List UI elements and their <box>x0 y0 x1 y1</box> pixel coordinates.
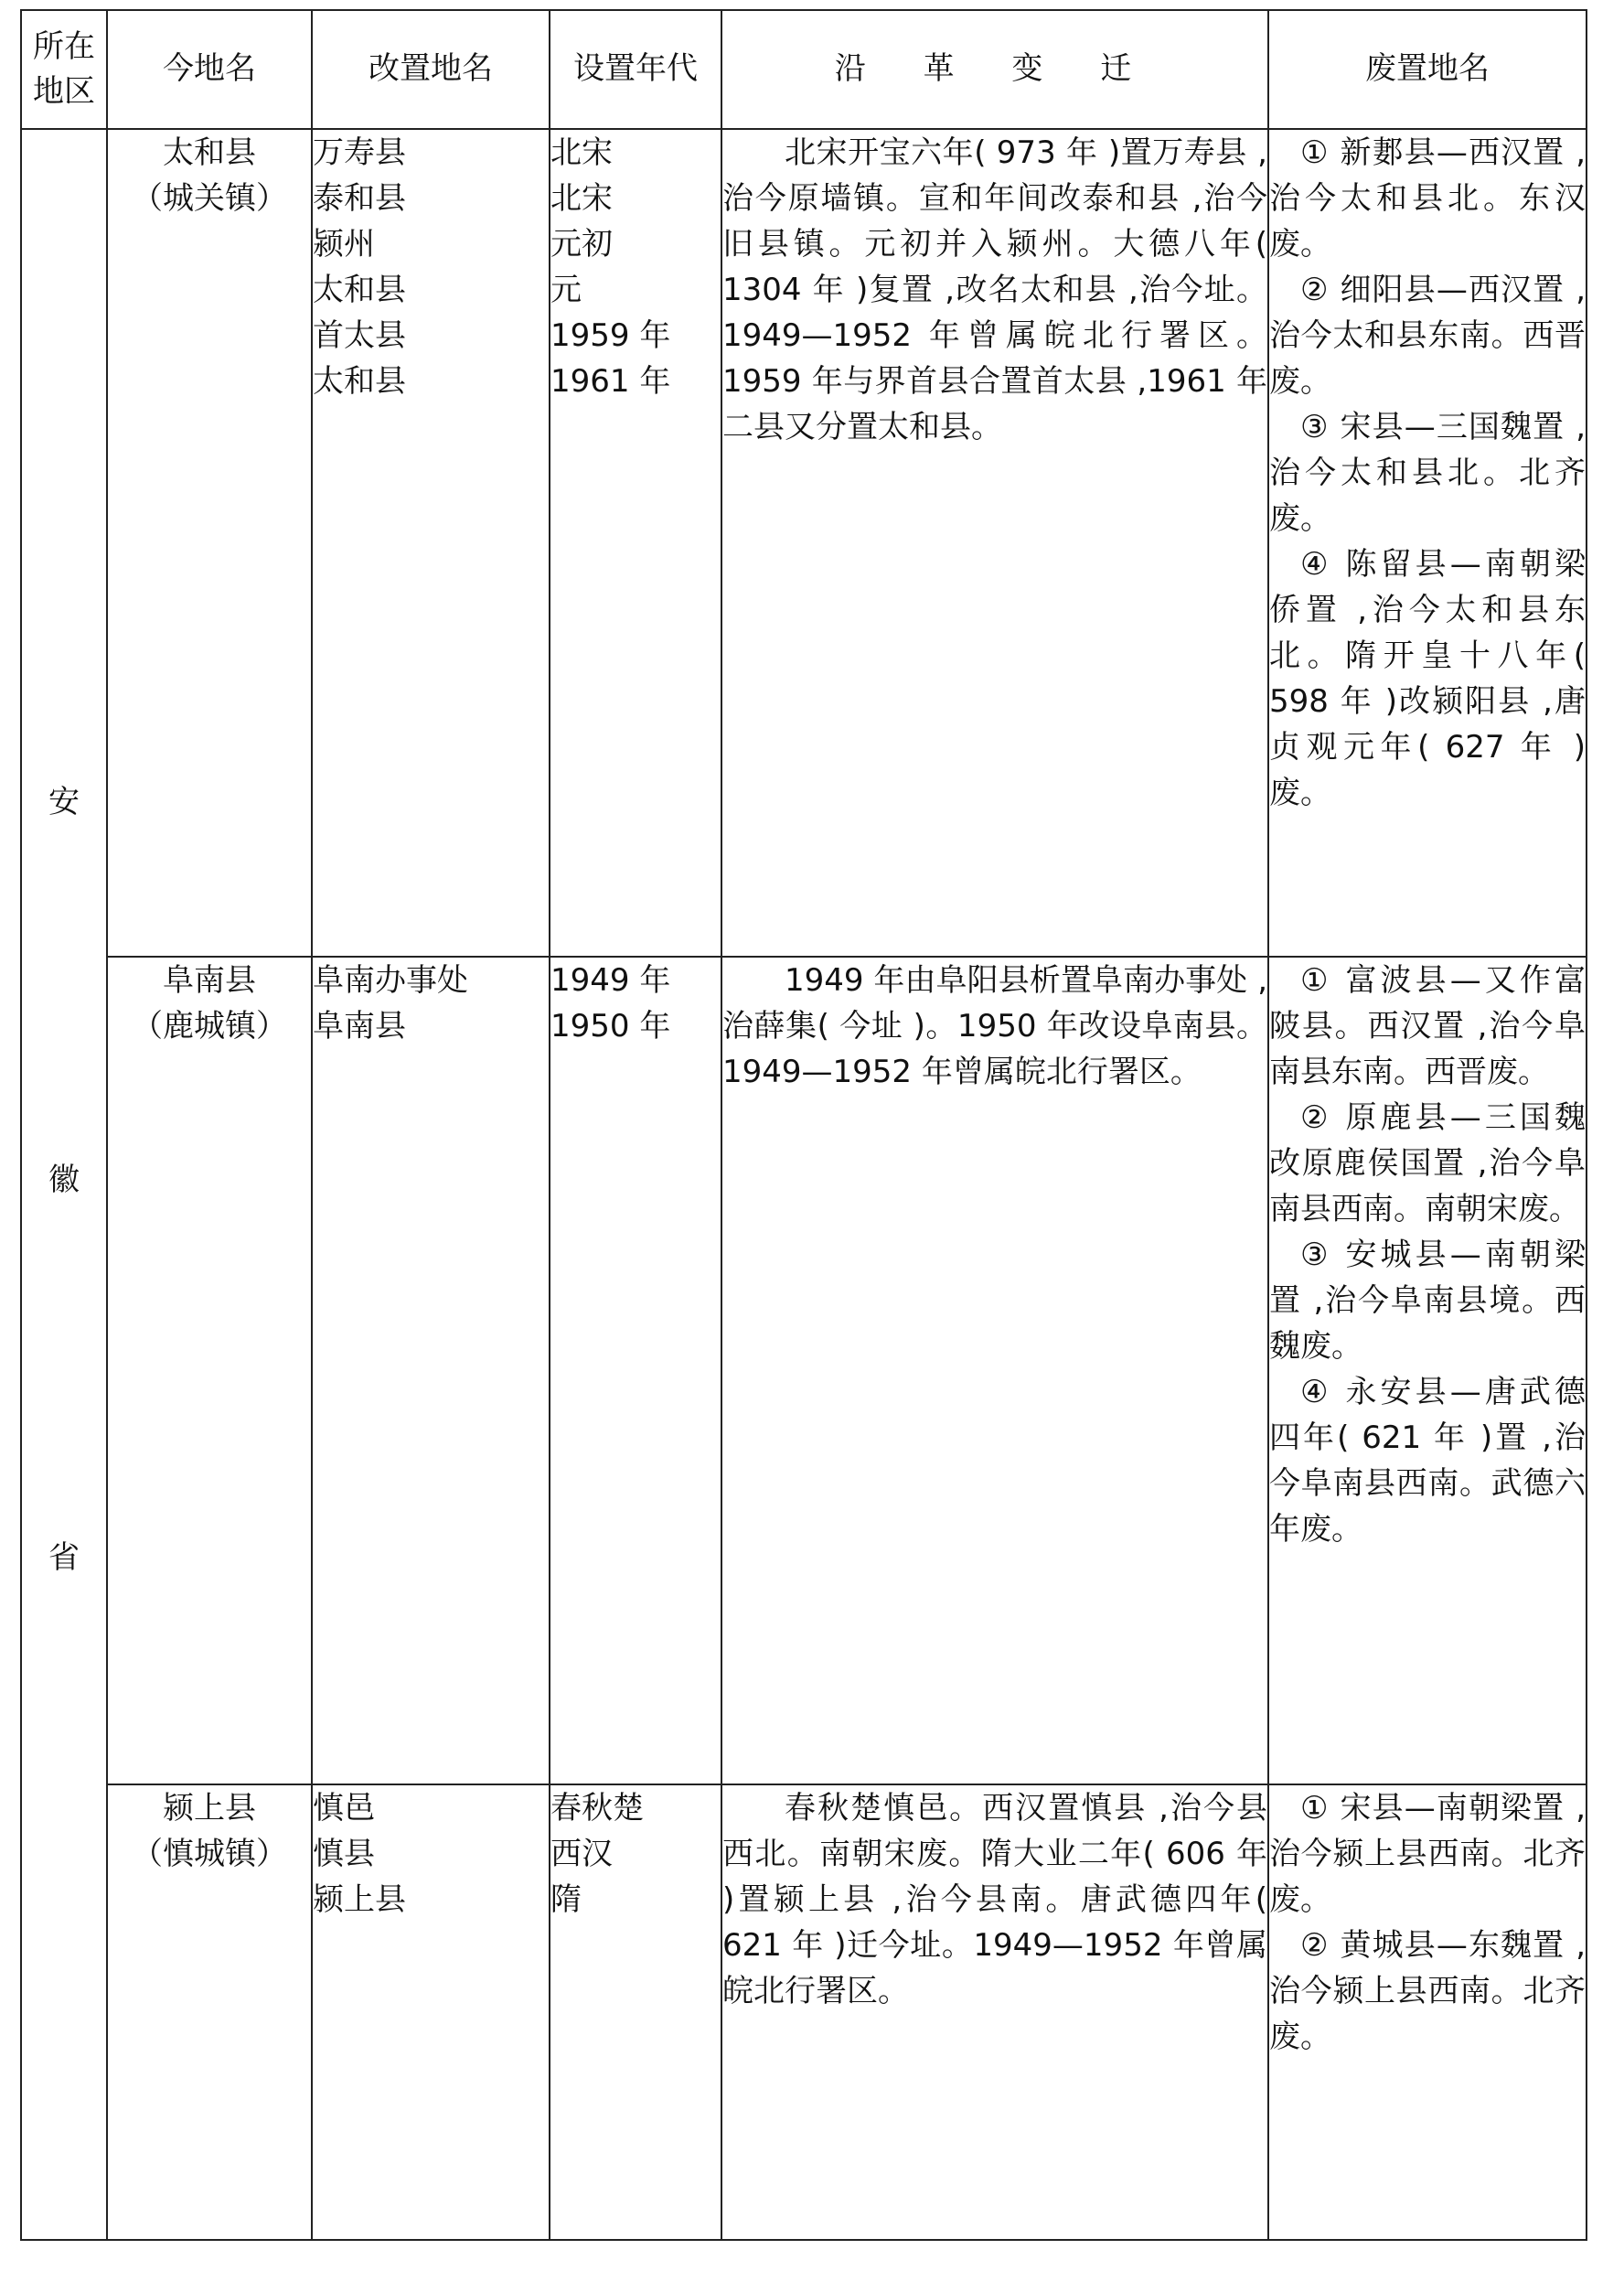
year-item: 元初 <box>550 226 613 262</box>
abolished-item: ④ 陈留县—南朝梁侨置 ,治今太和县东北。隋开皇十八年( 598 年 )改颍阳县 ,唐贞观元年( 627 年 )废。 <box>1269 546 1586 811</box>
year-item: 西汉 <box>550 1836 613 1872</box>
region-char: 省 <box>48 1539 80 1576</box>
abolished-item: ① 富波县—又作富陂县。西汉置 ,治今阜南县东南。西晋废。 <box>1269 962 1586 1090</box>
abolished-item: ① 新郪县—西汉置 ,治今太和县北。东汉废。 <box>1269 134 1586 262</box>
region-cell <box>21 129 107 2240</box>
year-item: 1959 年 <box>550 317 671 354</box>
header-region: 所在地区 <box>21 10 107 129</box>
header-row <box>21 10 1587 129</box>
renamed-cell <box>312 957 550 1784</box>
renamed-item: 颍上县 <box>313 1881 406 1918</box>
current-name: 阜南县 <box>163 962 256 999</box>
current-name: 颍上县 <box>163 1790 256 1826</box>
abolished-item: ① 宋县—南朝梁置 ,治今颍上县西南。北齐废。 <box>1269 1790 1586 1918</box>
abolished-cell <box>1268 957 1587 1784</box>
year-cell <box>550 129 721 957</box>
renamed-item: 太和县 <box>313 272 406 308</box>
year-item: 北宋 <box>550 180 613 217</box>
renamed-item: 首太县 <box>313 317 406 354</box>
renamed-item: 慎县 <box>313 1836 375 1872</box>
year-item: 隋 <box>550 1881 582 1918</box>
year-item: 北宋 <box>550 134 613 171</box>
gazetteer-page <box>20 9 1586 2241</box>
current-seat: （鹿城镇） <box>132 1008 287 1044</box>
table-row <box>21 957 1587 1784</box>
renamed-item: 慎邑 <box>313 1790 375 1826</box>
abolished-item: ② 细阳县—西汉置 ,治今太和县东南。西晋废。 <box>1269 272 1586 400</box>
place-name-table <box>20 9 1587 2241</box>
header-current-name: 今地名 <box>107 10 312 129</box>
year-cell <box>550 1784 721 2240</box>
header-renamed: 改置地名 <box>312 10 550 129</box>
renamed-item: 泰和县 <box>313 180 406 217</box>
year-item: 1950 年 <box>550 1008 671 1044</box>
region-char: 安 <box>48 784 80 820</box>
abolished-item: ④ 永安县—唐武德四年( 621 年 )置 ,治今阜南县西南。武德六年废。 <box>1269 1374 1586 1548</box>
abolished-item: ③ 宋县—三国魏置 ,治今太和县北。北齐废。 <box>1269 409 1586 537</box>
header-abolished: 废置地名 <box>1268 10 1587 129</box>
history-text: 北宋开宝六年( 973 年 )置万寿县 ,治今原墙镇。宣和年间改泰和县 ,治今旧县镇。元初并入颍州。大德八年( 1304 年 )复置 ,改名太和县 ,治今址。1949—1952 年曾属皖北行署区。1959 年与界首县合置首太县 ,1961 年二县又分置太和县。 <box>722 134 1267 445</box>
abolished-cell <box>1268 1784 1587 2240</box>
current-seat: （慎城镇） <box>132 1836 287 1872</box>
renamed-item: 阜南县 <box>313 1008 406 1044</box>
renamed-cell <box>312 1784 550 2240</box>
current-name-cell <box>107 957 312 1784</box>
history-text: 1949 年由阜阳县析置阜南办事处 ,治薛集( 今址 )。1950 年改设阜南县。1949—1952 年曾属皖北行署区。 <box>722 962 1267 1090</box>
year-item: 元 <box>550 272 582 308</box>
abolished-item: ② 原鹿县—三国魏改原鹿侯国置 ,治今阜南县西南。南朝宋废。 <box>1269 1099 1586 1227</box>
header-year: 设置年代 <box>550 10 721 129</box>
header-history: 沿 革 变 迁 <box>721 10 1268 129</box>
year-cell <box>550 957 721 1784</box>
current-name: 太和县 <box>163 134 256 171</box>
abolished-item: ② 黄城县—东魏置 ,治今颍上县西南。北齐废。 <box>1269 1927 1586 2055</box>
history-cell <box>721 129 1268 957</box>
table-row <box>21 1784 1587 2240</box>
year-item: 1961 年 <box>550 363 671 400</box>
renamed-item: 阜南办事处 <box>313 962 468 999</box>
current-name-cell <box>107 129 312 957</box>
abolished-cell <box>1268 129 1587 957</box>
current-seat: （城关镇） <box>132 180 287 217</box>
table-row <box>21 129 1587 957</box>
region-char: 徽 <box>48 1162 80 1198</box>
current-name-cell <box>107 1784 312 2240</box>
history-text: 春秋楚慎邑。西汉置慎县 ,治今县西北。南朝宋废。隋大业二年( 606 年 )置颍上县 ,治今县南。唐武德四年( 621 年 )迁今址。1949—1952 年曾属皖北行署区。 <box>722 1790 1267 2009</box>
abolished-item: ③ 安城县—南朝梁置 ,治今阜南县境。西魏废。 <box>1269 1237 1586 1365</box>
renamed-item: 万寿县 <box>313 134 406 171</box>
year-item: 1949 年 <box>550 962 671 999</box>
year-item: 春秋楚 <box>550 1790 644 1826</box>
renamed-item: 颍州 <box>313 226 375 262</box>
renamed-item: 太和县 <box>313 363 406 400</box>
history-cell <box>721 1784 1268 2240</box>
renamed-cell <box>312 129 550 957</box>
history-cell <box>721 957 1268 1784</box>
